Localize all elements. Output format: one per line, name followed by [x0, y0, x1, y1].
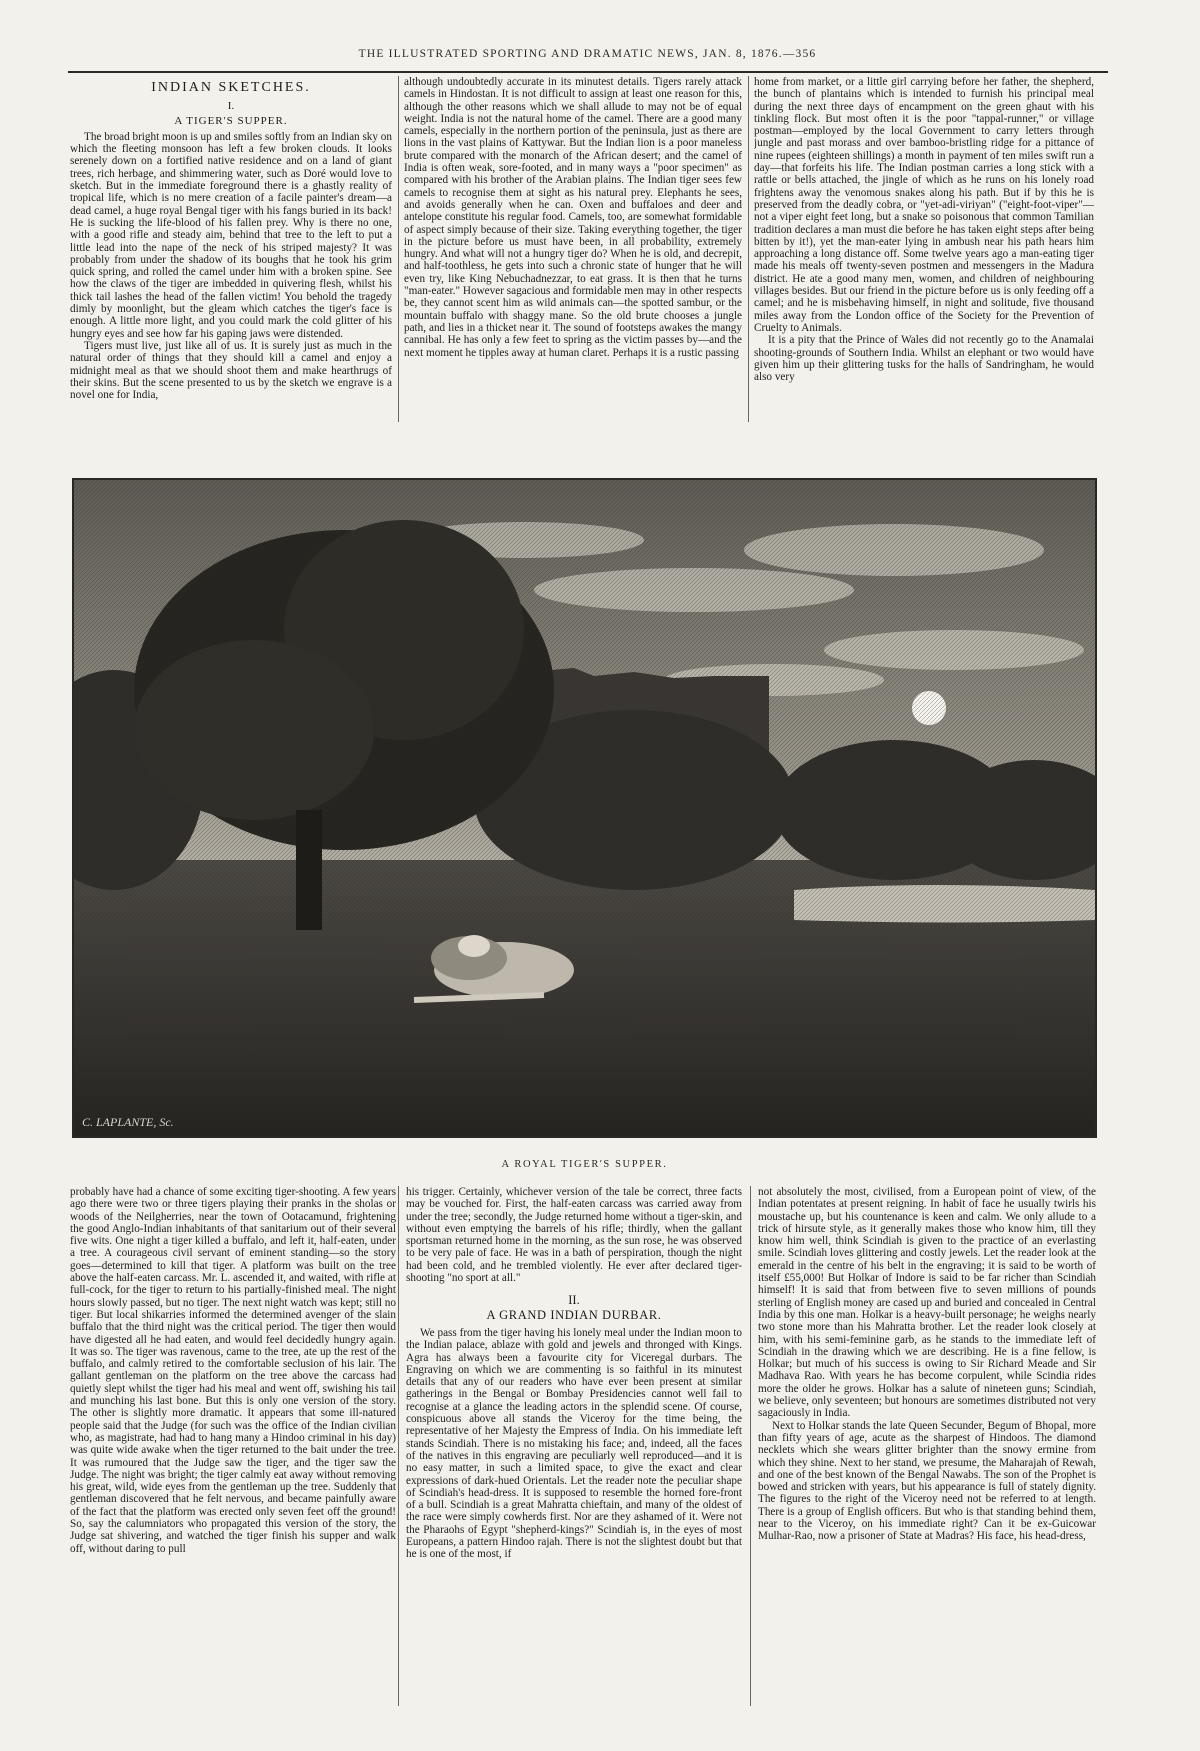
paragraph: Next to Holkar stands the late Queen Secunder, Begum of Bhopal, more than fifty years of age, acute as the sharpest of Hindoos. The diamond necklets which she wears glitter brighter than the snowy ermine from which they shine. Next to her stand, we presume, the Maharajah of Rewah, and one of the best known of the Bengal Nawabs. The son of the Prophet is bowed and stricken with years, but his appearance is full of stately dignity. The figures to the right of the Viceroy need not be referred to at length. There is a group of English officers. But who is that standing behind them, near to the Viceroy, on his immediate right? Can it be ex-Guicowar Mulhar-Rao, now a prisoner of State at Madras? His face, his head-dress, [758, 1419, 1096, 1543]
column-divider [748, 76, 749, 422]
section-number: II. [568, 1293, 580, 1308]
top-column-1 [70, 76, 392, 422]
bottom-column-1 [70, 1186, 396, 1706]
engraving-scene [74, 480, 1095, 1136]
bottom-column-2 [406, 1186, 742, 1706]
illustration-caption: A ROYAL TIGER'S SUPPER. [501, 1159, 668, 1170]
masthead-rule [68, 71, 1108, 73]
paragraph: Tigers must live, just like all of us. It is surely just as much in the natural order of things that they should kill a camel and enjoy a midnight meal as that we should shoot them and make hearthrugs of their skins. But the scene presented to us by the sketch we engrave is a novel one for India, [70, 339, 392, 402]
paragraph: not absolutely the most, civilised, from a European point of view, of the Indian potentates at present reigning. In habit of face he usually twirls his moustache up, but his countenance is keen and calm. We only allude to a trick of hirsute style, as it generally makes those who know him, till they know him well, think Scindiah is given to the practice of an everlasting smile. Scindiah loves glittering and costly jewels. Let the reader look at the emerald in the centre of his belt in the engraving; it is said to be worth of itself £55,000! But Holkar of Indore is said to be far richer than Scindiah himself! It is said that from between five to seven millions of pounds sterling of English money are cased up and buried and concealed in Central India by this one man. Holkar is a heavy-built personage; he weighs nearly two stone more than his Mahratta brother. Let the reader look closely at him, with his semi-feminine garb, as he stands to the immediate left of Scindiah in the drawing which we are describing. He is a fine fellow, is Holkar; but much of his success is owing to Sir Richard Meade and Sir Madhava Rao. With years he has become corpulent, while Scindia rides more the older he grows. Holkar has a salute of nineteen guns; Scindiah, we believe, only seventeen; but honours are sometimes distributed not very sagaciously in India. [758, 1186, 1096, 1420]
top-column-3 [754, 76, 1094, 422]
engraving-illustration [72, 478, 1097, 1138]
engraver-signature: C. LAPLANTE, Sc. [82, 1115, 174, 1129]
article-title: INDIAN SKETCHES. [151, 80, 311, 95]
article-subtitle: A TIGER'S SUPPER. [174, 114, 288, 127]
paragraph: home from market, or a little girl carrying before her father, the shepherd, the bunch of plantains which is intended to furnish his principal meal during the next three days of encampment on the green ghaut with his tinkling flock. But most often it is the poor "tappal-runner," or village postman—employed by the local Government to carry letters through jungle and past morass and over bamboo-bristling ridge for a pittance of nine rupees (eighteen shillings) a month in payment of ten miles swift run a day—that forfeits his life. The Indian postman carries a long stick with a rattle or bells attached, the jingle of which as he runs on his lonely road frightens away the venomous snakes along his path. But if by this he is preserved from the deadly cobra, or "yet-adi-viriyan" ("eight-foot-viper"—not a viper eight feet long, but a snake so poisonous that common Tamilian tradition declares a man must die before he has taken eight steps after being bitten by it!), yet the man-eater lying in ambush near his path hears him approaching a long distance off. Some twelve years ago a man-eating tiger made his meals off twenty-seven postmen and messengers in the Madura district. He ate a good many men, women, and children of neighbouring villages besides. But our friend in the picture before us is only feeding off a camel; and he is misbehaving himself, in night and solitude, five thousand miles away from the London office of the Society for the Prevention of Cruelty to Animals. [754, 76, 1094, 334]
paragraph: his trigger. Certainly, whichever version of the tale be correct, three facts may be vouched for. First, the half-eaten carcass was carried away from under the tree; secondly, the Judge returned home without a tiger-skin, and without even emptying the barrels of his rifle; thirdly, when the gallant sportsman returned home in the morning, as the sun rose, he was observed to be very pale of face. He was in a bath of perspiration, though the night had been cold, and he trembled violently. He ever after declared tiger-shooting "no sport at all." [406, 1186, 742, 1285]
top-column-2 [404, 76, 742, 422]
paragraph: We pass from the tiger having his lonely meal under the Indian moon to the Indian palace, ablaze with gold and jewels and thronged with Kings. Agra has always been a favourite city for Viceregal durbars. The Engraving on which we are commenting is so faithful in its minutest details that any of our readers who have ever been present at similar gatherings in the Bengal or Bombay Presidencies cannot well fail to recognise at a glance the leading actors in the splendid scene. Of course, conspicuous above all stands the Viceroy for the time being, the representative of her Majesty the Empress of India. On his immediate left stands Scindiah. There is no mistaking his face; and, indeed, all the faces of the natives in this engraving are peculiarly well reproduced—and it is no easy matter, in such a limited space, to give the exact and clear expressions of dark-hued Orientals. Let the reader note the peculiar shape of Scindiah's head-dress. It is supposed to resemble the horned fore-front of a bull. Scindiah is a great Mahratta chieftain, and many of the oldest of the race were simply cowherds first. Nor are they ashamed of it. Were not the Pharaohs of Egypt "shepherd-kings?" Scindiah is, in the eyes of most Europeans, a pattern Hindoo rajah. There is not the slightest doubt but that he is one of the most, if [406, 1326, 742, 1561]
paragraph: It is a pity that the Prince of Wales did not recently go to the Anamalai shooting-grounds of Southern India. Whilst an elephant or two would have given him up their glittering tusks for the halls of Sandringham, he would also very [754, 334, 1094, 384]
column-divider [398, 76, 399, 422]
paragraph: The broad bright moon is up and smiles softly from an Indian sky on which the fleeting monsoon has left a few broken clouds. It looks serenely down on a fortified native residence and on a land of giant trees, rich herbage, and shimmering water, such as Doré would love to sketch. But in the immediate foreground there is a ghastly reality of tropical life, which is no mere creation of a facile painter's dream—a dead camel, a huge royal Bengal tiger with his fangs buried in its back! He is sucking the life-blood of his fallen prey. Why is there no one, with a good rifle and steady aim, behind that tree to the left to put a little lead into the nape of the neck of his striped majesty? It was probably from under the shadow of its boughs that he took his grim quick spring, and rolled the camel under him with a broken spine. See how the claws of the tiger are imbedded in quivering flesh, whilst his thick tail lashes the head of the fallen victim! You behold the tragedy dimly by moonlight, but the gleam which catches the tiger's face is enough. A little more light, and you could mark the cold glitter of his hungry eyes and see how far his gaping jaws were distended. [70, 130, 392, 340]
section-title: A GRAND INDIAN DURBAR. [486, 1307, 662, 1322]
paragraph: probably have had a chance of some exciting tiger-shooting. A few years ago there were two or three tigers playing their pranks in the sholas or woods of the Neilgherries, near the town of Ootacamund, frightening the good Anglo-Indian inhabitants of that sanitarium out of their several five wits. One night a tiger killed a buffalo, and left it, half-eaten, under a tree. A courageous civil servant of eminent standing—so the story goes—determined to kill that tiger. A platform was built on the tree above the half-eaten carcass. Mr. L. ascended it, and waited, with rifle at full-cock, for the tiger to return to his partially-finished meal. The night hours slowly passed, but no tiger. The next night watch was kept; still no tiger. But local shikarries informed the determined avenger of the slain buffalo that the third night was the critical period. The tiger then would have digested all he had eaten, and would feel decidedly hungry again. It was so. The tiger was ravenous, came to the tree, ate up the rest of the buffalo, and calmly retired to the comfortable seclusion of his lair. The gallant gentleman on the platform on the tree above the carcass had quietly slept whilst the tiger had his meal and went off, swishing his tail and munching his last bone. But this is only one version of the story. The other is slightly more dramatic. It appears that some ill-natured people said that the Judge (for such was the office of the Indian civilian who, as magistrate, had had to hang many a Hindoo criminal in his day) was quite wide awake when the tiger returned to the bait under the tree. It was rumoured that the Judge saw the tiger, and the tiger saw the Judge. The night was bright; the tiger calmly eat away without removing his great, wild, wide eyes from the gentleman up the tree. Suddenly that gentleman discovered that he felt nervous, and became painfully aware of the fact that the platform was erected only seven feet off the ground! So, say the calumniators who propagated this version of the story, the Judge sat shivering, and watched the tiger finish his supper and walk off, without daring to pull [70, 1186, 396, 1555]
column-divider [750, 1186, 751, 1706]
column-divider [398, 1186, 399, 1706]
masthead: THE ILLUSTRATED SPORTING AND DRAMATIC NEWS, JAN. 8, 1876.—356 [358, 48, 817, 60]
paragraph: although undoubtedly accurate in its minutest details. Tigers rarely attack camels in Hindostan. It is not difficult to assign at least one reason for this, although the other reasons which we shall allude to may not be of equal weight. India is not the natural home of the camel. There are a good many camels, especially in the northern portion of the peninsula, just as there are lions in the vast plains of Kattywar. But the Indian lion is a poor maneless brute compared with the monarch of the African desert; and the camel of India is often weak, sore-footed, and in many ways a "poor specimen" as compared with his brother of the Arabian plains. The Indian tiger sees few camels to recognise them at sight as his natural prey. Elephants he sees, and avoids generally when he can. Oxen and buffaloes and deer and antelope constitute his regular food. Camels, too, are somewhat formidable of aspect simply because of their size. Taking everything together, the tiger in the picture before us must have been, in all probability, extremely hungry. And what will not a hungry tiger do? When he is old, and decrepit, and half-toothless, he gets into such a chronic state of hunger that he will even try, like King Nebuchadnezzar, to eat grass. It is then that he turns "man-eater." However sagacious and formidable men may in other respects be, they cannot scent him as wild animals can—the spotted sambur, or the mountain buffalo with shaggy mane. So the old brute chooses a jungle path, and lies in a thicket near it. The sound of footsteps awakes the mangy cannibal. He has only a few feet to spring as the victim passes by—and the next moment he tipples away at human claret. Perhaps it is a rustic passing [404, 76, 742, 359]
bottom-column-3 [758, 1186, 1096, 1706]
article-number: I. [227, 100, 235, 113]
